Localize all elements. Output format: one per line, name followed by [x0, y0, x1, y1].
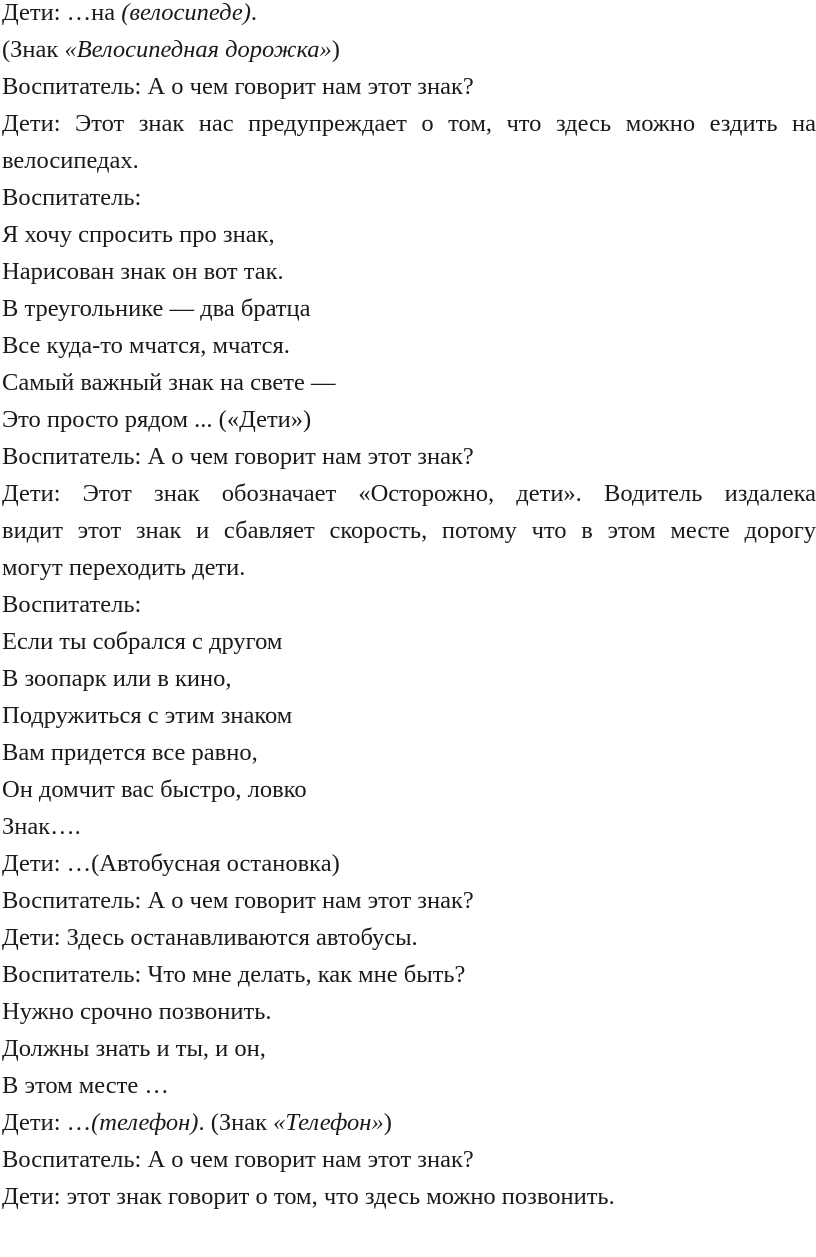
text-line: Дети: …(Автобусная остановка): [2, 850, 340, 877]
text-line: Дети: Этот знак обозначает «Осторожно, дети». Водитель издалека: [2, 480, 816, 507]
text-line: Подружиться с этим знаком: [2, 702, 293, 729]
text-line: Вам придется все равно,: [2, 739, 258, 766]
text-line: Воспитатель:: [2, 591, 142, 618]
text-line: Воспитатель:: [2, 184, 142, 211]
text-line: велосипедах.: [2, 147, 139, 174]
text-line: Это просто рядом ... («Дети»): [2, 406, 312, 433]
text-line: Воспитатель: Что мне делать, как мне быть?: [2, 961, 466, 988]
text-line: В зоопарк или в кино,: [2, 665, 232, 692]
text-line: В треугольнике — два братца: [2, 295, 311, 322]
text-line: Должны знать и ты, и он,: [2, 1035, 266, 1062]
text-line: В этом месте …: [2, 1072, 169, 1099]
text-line: Дети: …на (велосипеде).: [2, 0, 258, 26]
text-line: Дети: этот знак говорит о том, что здесь можно позвонить.: [2, 1183, 615, 1210]
text-line: Нужно срочно позвонить.: [2, 998, 272, 1025]
text-line: Воспитатель: А о чем говорит нам этот знак?: [2, 1146, 474, 1173]
text-line: Воспитатель: А о чем говорит нам этот знак?: [2, 443, 474, 470]
text-line: видит этот знак и сбавляет скорость, потому что в этом месте дорогу: [2, 517, 816, 544]
text-line: Воспитатель: А о чем говорит нам этот знак?: [2, 887, 474, 914]
text-line: Он домчит вас быстро, ловко: [2, 776, 307, 803]
text-line: могут переходить дети.: [2, 554, 246, 581]
text-line: Дети: Здесь останавливаются автобусы.: [2, 924, 418, 951]
text-line: Я хочу спросить про знак,: [2, 221, 275, 248]
text-line: (Знак «Велосипедная дорожка»): [2, 36, 340, 63]
text-line: Дети: Этот знак нас предупреждает о том, что здесь можно ездить на: [2, 110, 816, 137]
text-line: Нарисован знак он вот так.: [2, 258, 284, 285]
text-line: Если ты собрался с другом: [2, 628, 283, 655]
text-line: Знак….: [2, 813, 81, 840]
text-line: Дети: …(телефон). (Знак «Телефон»): [2, 1109, 392, 1136]
text-line: Самый важный знак на свете —: [2, 369, 336, 396]
text-line: Все куда-то мчатся, мчатся.: [2, 332, 290, 359]
text-line: Воспитатель: А о чем говорит нам этот знак?: [2, 73, 474, 100]
